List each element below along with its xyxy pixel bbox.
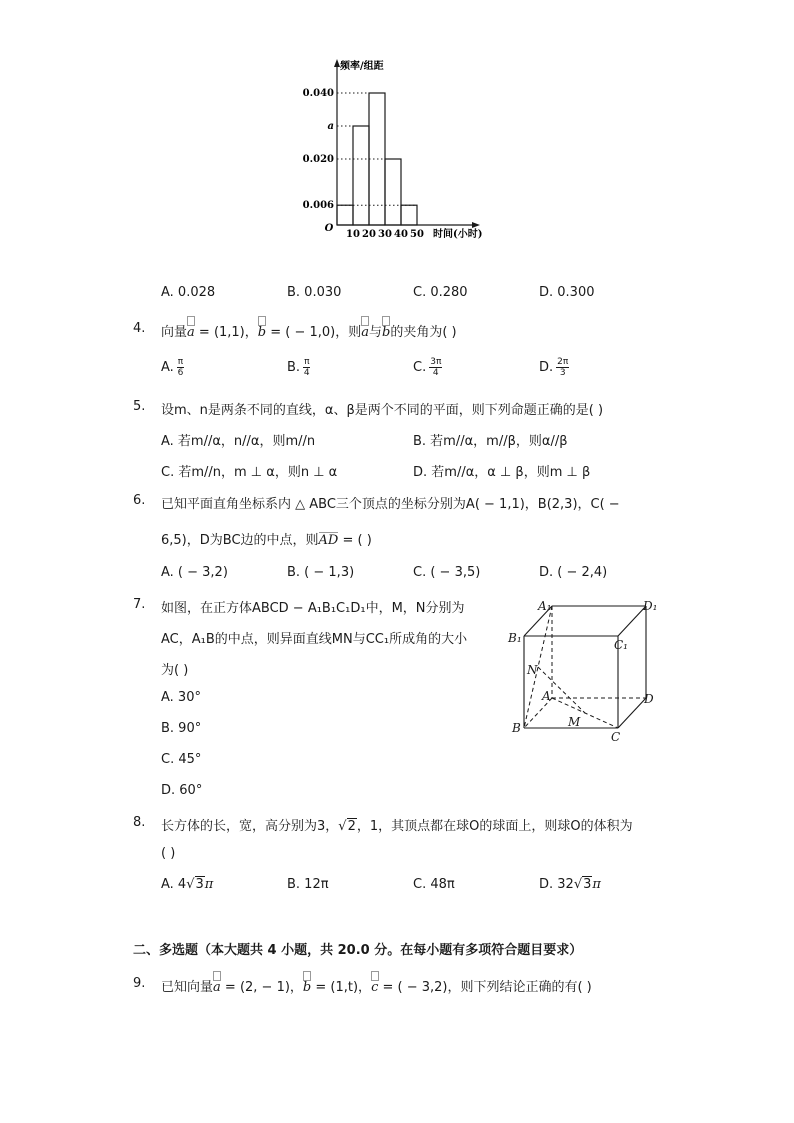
q4-stem bbox=[161, 321, 457, 340]
q8-option-c[interactable]: C. 48π bbox=[413, 877, 455, 892]
label-a1: A₁ bbox=[538, 599, 552, 613]
y-tick-label: 0.020 bbox=[302, 154, 334, 165]
sqrt-symbol: √ bbox=[338, 819, 347, 834]
label-c: C bbox=[611, 730, 621, 744]
q8-option-a[interactable]: A. 4√3π bbox=[161, 877, 214, 892]
vector-a: a bbox=[213, 980, 221, 995]
x-tick-label: 10 bbox=[346, 229, 360, 240]
q6-option-b[interactable]: B. ( − 1,3) bbox=[287, 565, 355, 580]
q9-stem-text: = (2, − 1)， bbox=[220, 980, 303, 995]
q4-option-a[interactable]: A. $\frac{\pi}{6}$ bbox=[161, 357, 184, 378]
vector-c: c bbox=[371, 980, 379, 995]
q5-option-c[interactable]: C. 若m//n，m ⊥ α，则n ⊥ α bbox=[161, 465, 338, 480]
q6-stem-text: = ( ) bbox=[338, 533, 372, 548]
q7-option-d[interactable]: D. 60° bbox=[161, 783, 203, 798]
q9-stem-text: 已知向量 bbox=[161, 980, 214, 995]
q7-option-c[interactable]: C. 45° bbox=[161, 752, 202, 767]
q6-option-d[interactable]: D. ( − 2,4) bbox=[539, 565, 608, 580]
q4-stem-text: = (1,1)， bbox=[194, 325, 258, 340]
x-tick-label: 30 bbox=[378, 229, 392, 240]
x-axis-label: 时间(小时) bbox=[433, 229, 483, 240]
histogram-bar bbox=[385, 159, 401, 225]
q5-number: 5. bbox=[133, 399, 146, 414]
histogram-bar bbox=[401, 205, 417, 225]
q5-option-d[interactable]: D. 若m//α，α ⊥ β，则m ⊥ β bbox=[413, 465, 591, 480]
vector-b: b bbox=[302, 980, 312, 995]
q7-number: 7. bbox=[133, 597, 146, 612]
q4-number: 4. bbox=[133, 321, 146, 336]
q8-stem-line1 bbox=[161, 815, 633, 834]
q6-option-c[interactable]: C. ( − 3,5) bbox=[413, 565, 481, 580]
histogram-plot bbox=[303, 59, 483, 240]
label-c1: C₁ bbox=[614, 638, 628, 652]
q8-option-d[interactable]: D. 32√3π bbox=[539, 877, 601, 892]
q7-stem-line3: 为( ) bbox=[161, 663, 189, 678]
label-b: B bbox=[512, 721, 521, 735]
q8-stem-text: 长方体的长，宽，高分别为3， bbox=[161, 819, 339, 834]
q9-stem bbox=[161, 976, 592, 995]
q3-option-c[interactable]: C. 0.280 bbox=[413, 285, 468, 300]
q4-option-d[interactable]: D. $\frac{2\pi}{3}$ bbox=[539, 357, 569, 378]
q6-number: 6. bbox=[133, 493, 146, 508]
y-tick-label: a bbox=[327, 121, 334, 132]
y-axis-label: 频率/组距 bbox=[340, 61, 384, 72]
section-heading: 二、多选题（本大题共 4 小题，共 20.0 分。在每小题有多项符合题目要求） bbox=[133, 943, 583, 958]
label-m: M bbox=[568, 715, 581, 729]
x-axis-arrow bbox=[472, 222, 480, 228]
vector-b: b bbox=[257, 325, 267, 340]
q3-option-b[interactable]: B. 0.030 bbox=[287, 285, 342, 300]
label-n: N bbox=[527, 663, 538, 677]
x-tick-label: 20 bbox=[362, 229, 376, 240]
q3-option-a[interactable]: A. 0.028 bbox=[161, 285, 216, 300]
vector-a: a bbox=[361, 325, 369, 340]
q8-option-b[interactable]: B. 12π bbox=[287, 877, 329, 892]
vector-b: b bbox=[382, 325, 391, 340]
q9-stem-text: = (1,t)， bbox=[311, 980, 372, 995]
q6-stem-text: 6,5)，D为BC边的中点，则 bbox=[161, 533, 319, 548]
q9-number: 9. bbox=[133, 976, 146, 991]
y-tick-label: 0.040 bbox=[302, 88, 334, 99]
q4-stem-text: = ( − 1,0)，则 bbox=[266, 325, 362, 340]
vector-a: a bbox=[187, 325, 195, 340]
q9-stem-text: = ( − 3,2)，则下列结论正确的有( ) bbox=[378, 980, 592, 995]
q5-stem: 设m、n是两条不同的直线，α、β是两个不同的平面，则下列命题正确的是( ) bbox=[161, 403, 604, 418]
q6-option-a[interactable]: A. ( − 3,2) bbox=[161, 565, 228, 580]
sqrt-value: 2 bbox=[347, 819, 356, 834]
frequency-histogram bbox=[300, 55, 500, 250]
q4-option-b[interactable]: B. $\frac{\pi}{4}$ bbox=[287, 357, 310, 378]
q8-stem-text: ，1，其顶点都在球O的球面上，则球O的体积为 bbox=[356, 819, 633, 834]
q6-stem-line2 bbox=[161, 529, 372, 548]
q4-stem-text: 与 bbox=[369, 325, 383, 340]
q8-stem-line2: ( ) bbox=[161, 846, 176, 861]
q4-option-c[interactable]: C. $\frac{3\pi}{4}$ bbox=[413, 357, 442, 378]
q4-stem-text: 的夹角为( ) bbox=[390, 325, 457, 340]
label-d1: D₁ bbox=[643, 599, 658, 613]
q5-option-a[interactable]: A. 若m//α，n//α，则m//n bbox=[161, 434, 316, 449]
q8-number: 8. bbox=[133, 815, 146, 830]
cube-figure bbox=[500, 592, 670, 744]
x-tick-label: 40 bbox=[394, 229, 408, 240]
label-a: A bbox=[542, 689, 551, 703]
label-b1: B₁ bbox=[508, 631, 522, 645]
q7-option-a[interactable]: A. 30° bbox=[161, 690, 201, 705]
q5-option-b[interactable]: B. 若m//α，m//β，则α//β bbox=[413, 434, 568, 449]
q7-stem-line2: AC，A₁B的中点，则异面直线MN与CC₁所成角的大小 bbox=[161, 632, 468, 647]
label-d: D bbox=[644, 692, 654, 706]
q6-stem-line1: 已知平面直角坐标系内 △ ABC三个顶点的坐标分别为A( − 1,1)，B(2,3)，C( − bbox=[161, 497, 620, 512]
y-tick-label: 0.006 bbox=[302, 200, 334, 212]
histogram-bar bbox=[337, 205, 353, 225]
x-tick-label: 50 bbox=[410, 229, 424, 240]
q4-stem-text: 向量 bbox=[161, 325, 188, 340]
histogram-bar bbox=[353, 126, 369, 225]
vector-ad: AD bbox=[318, 533, 339, 548]
q7-option-b[interactable]: B. 90° bbox=[161, 721, 202, 736]
q3-option-d[interactable]: D. 0.300 bbox=[539, 285, 595, 300]
origin-label: O bbox=[324, 223, 334, 234]
q7-stem-line1: 如图，在正方体ABCD − A₁B₁C₁D₁中，M，N分别为 bbox=[161, 601, 465, 616]
